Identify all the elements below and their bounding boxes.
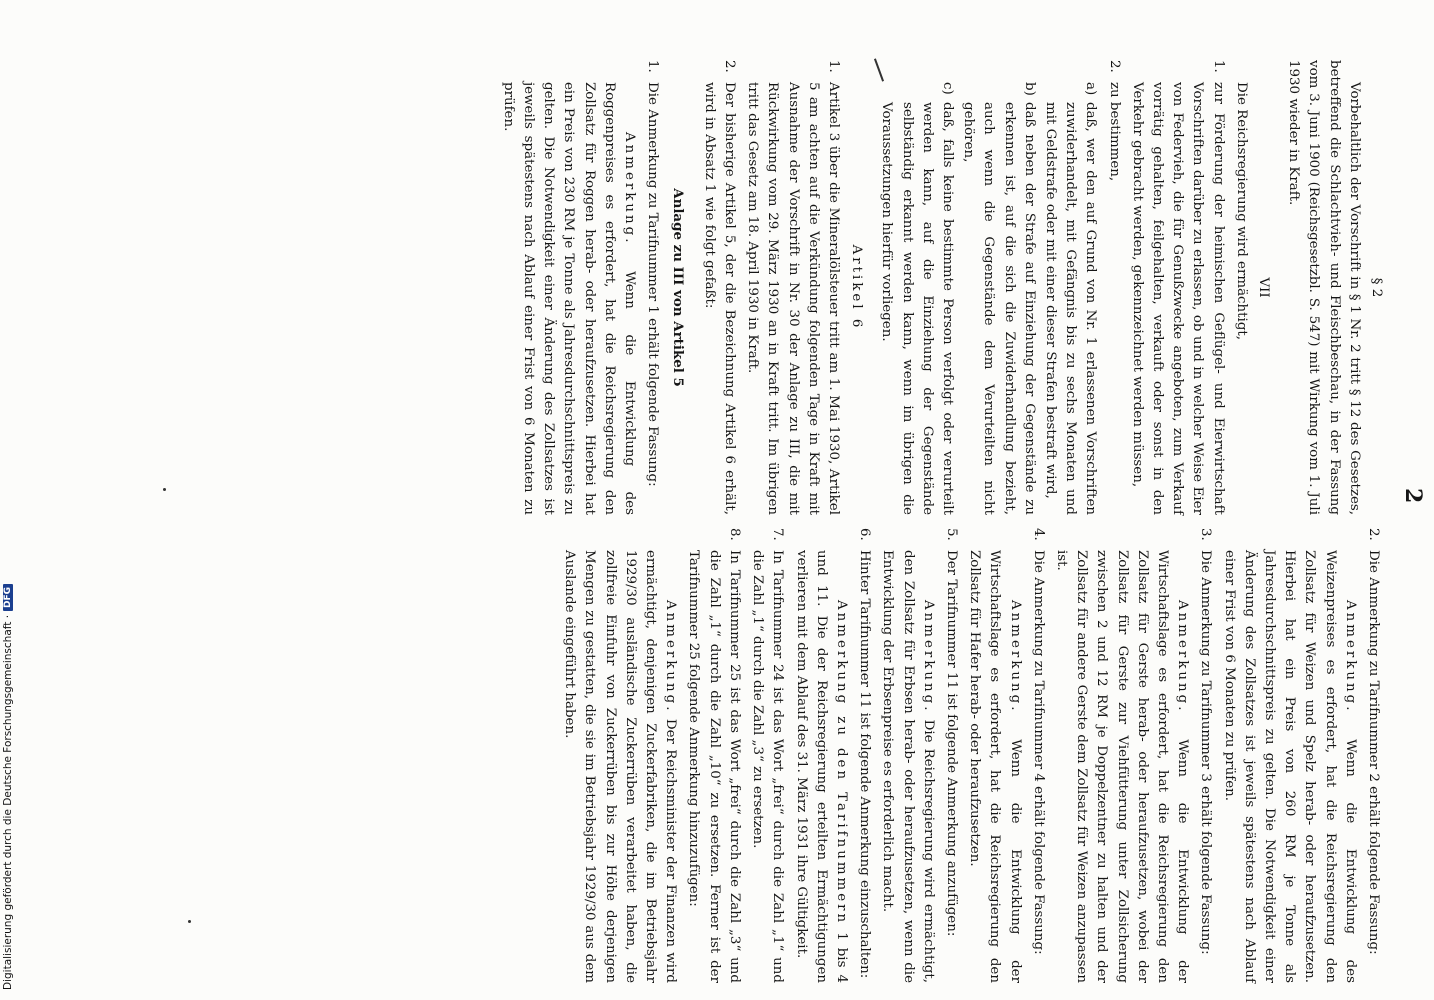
note-label: Anmerkung. [1175, 600, 1191, 714]
tariff-item-4-note [964, 550, 1025, 983]
artikel-6-item-1 [742, 60, 843, 515]
tariff-item-6-note [790, 550, 851, 983]
item-number: 1. [645, 60, 661, 73]
footer-text: Digitalisierung gefördert durch die Deutsche Forschungsgemeinschaft · [2, 614, 14, 990]
tariff-item-2 [1363, 528, 1383, 983]
anlage-heading: Anlage zu III von Artikel 5 [670, 188, 687, 387]
vii-intro: Die Reichsregierung wird ermächtigt, [1233, 82, 1249, 341]
artikel-6-heading: Artikel 6 [849, 244, 865, 331]
dfg-logo: DFG [3, 584, 13, 611]
tariff-item-6 [854, 528, 874, 983]
item-text: In Tarifnummer 24 ist das Wort „frei“ durch die Zahl „1“ und die Zahl „1“ durch die Zahl „3“ zu ersetzen. [750, 550, 786, 983]
tariff-item-5 [941, 528, 961, 983]
note-text: Wenn die Entwicklung der Wirtschaftslage es erfordert, hat die Reichsregierung den Zollsatz für Gerste herab- oder heraufzusetzen, wobei der Zollsatz für Gerste zur Viehfütterung unter Zollsicherung zwischen 2 und 12 RM je Doppelzentner zu halten und der Zollsatz für andere Gerste dem Zollsatz für Weizen anzupassen ist. [1053, 550, 1191, 983]
section-paragraph: Vorbehaltlich der Vorschrift in § 1 Nr. 2 tritt § 12 des Gesetzes, betreffend die Schlachtvieh- und Fleischbeschau, in der Fassung vom 3. Juni 1900 (Reichsgesetzbl. S. 547) mit Wirkung vom 1. Juli 1930 wieder in Kraft. [1286, 60, 1362, 515]
item-number: 6. [857, 528, 873, 541]
item-number: 4. [1030, 528, 1046, 541]
item-number: 3. [1198, 528, 1214, 541]
tariff-item-8-note [559, 550, 680, 983]
note-label: Anmerkung zu den Tarifnummern [833, 600, 849, 926]
note-label: Anmerkung. [1007, 600, 1023, 714]
item-number: 7. [770, 528, 786, 541]
note-label: Anmerkung. [920, 600, 936, 714]
note-text: Wenn die Entwicklung des Roggenpreises es erfordert, hat die Reichsregierung den Zollsatz für Roggen herab- oder heraufzusetzen. Hierbei hat ein Preis von 230 RM je Tonne als Jahresdurchschnittspreis zu gelten. Die Notwendigkeit einer Änderung des Zollsatzes ist jeweils spätestens nach Ablauf einer Frist von 6 Monaten zu prüfen. [500, 82, 638, 515]
item-text: zu bestimmen, [1106, 82, 1122, 182]
vii-sub-a [1040, 82, 1101, 515]
item-number: 5. [943, 528, 959, 541]
vii-heading: VII [1255, 277, 1271, 298]
section-heading: § 2 [1369, 277, 1384, 298]
vii-sub-b [958, 82, 1039, 515]
sub-item-letter: a) [1083, 82, 1099, 96]
item-number: 8. [726, 528, 742, 541]
tariff-item-4 [1028, 528, 1048, 983]
vii-item-2 [1103, 60, 1123, 515]
digitization-footer [2, 584, 14, 990]
tariff-item-3-note [1051, 550, 1192, 983]
scan-speck [188, 920, 191, 923]
sub-item-text: daß, wer den auf Grund von Nr. 1 erlassenen Vorschriften zuwiderhandelt, mit Gefängnis bis zu sechs Monaten und mit Geldstrafe oder mit einer dieser Strafen bestraft wird, [1042, 102, 1099, 515]
tariff-item-2-note [1218, 550, 1359, 983]
item-text: Die Anmerkung zu Tarifnummer 1 erhält folgende Fassung: [645, 82, 661, 487]
item-number: 1. [1210, 60, 1226, 73]
left-text-column [496, 60, 1386, 515]
page-number: 2 [1400, 488, 1426, 504]
item-text: In Tarifnummer 25 ist das Wort „frei“ durch die Zahl „3“ und die Zahl „1“ durch die Zahl „10“ zu ersetzen. Ferner ist der Tarifnummer 25 folgende Anmerkung hinzuzufügen: [686, 550, 742, 983]
item-text: Die Anmerkung zu Tarifnummer 2 erhält folgende Fassung: [1366, 550, 1381, 955]
right-text-column [557, 528, 1386, 983]
item-text: zur Förderung der heimischen Geflügel- und Eierwirtschaft Vorschriften darüber zu erlassen, ob und in welcher Weise Eier von Federvieh, die für Genußzwecke angeboten, zum Verkauf vorrätig gehalten, feilgehalten, verkauft oder sonst in den Verkehr gebracht werden, gekennzeichnet werden müssen, [1129, 82, 1226, 515]
tariff-item-7 [747, 528, 787, 983]
note-label: Anmerkung. [1342, 600, 1358, 714]
item-number: 2. [1106, 60, 1122, 73]
item-text: Der Tarifnummer 11 ist folgende Anmerkung anzufügen: [943, 550, 959, 937]
note-text: Wenn die Entwicklung des Weizenpreises es erfordert, hat die Reichsregierung den Zollsatz für Weizen und Spelz herab- oder heraufzusetzen. Hierbei hat ein Preis von 260 RM je Tonne als Jahresdurchschnittspreis zu gelten. Die Notwendigkeit einer Änderung des Zollsatzes ist jeweils spätestens nach Ablauf einer Frist von 6 Monaten zu prüfen. [1221, 550, 1358, 983]
item-text: Artikel 3 über die Mineralölsteuer tritt am 1. Mai 1930, Artikel 5 am achten auf die Verkündung folgenden Tage in Kraft mit Ausnahme der Vorschrift in Nr. 30 der Anlage zu III, die mit Rückwirkung vom 29. März 1930 an in Kraft tritt. Im übrigen tritt das Gesetz am 18. April 1930 in Kraft. [745, 82, 841, 515]
sub-item-letter: b) [1021, 82, 1037, 96]
vii-sub-c [876, 82, 957, 515]
item-text: Die Anmerkung zu Tarifnummer 4 erhält folgende Fassung: [1030, 550, 1046, 955]
note-text: 1 bis 4 und 11. Die der Reichsregierung erteilten Ermächtigungen verlieren mit dem Ablauf des 31. März 1931 ihre Gültigkeit. [793, 550, 849, 983]
note-text: Der Reichsminister der Finanzen wird ermächtigt, denjenigen Zuckerfabriken, die im Betriebsjahr 1929/30 ausländische Zuckerrüben verarbeitet haben, die zollfreie Einfuhr von Zuckerrüben bis zur Höhe derjenigen Mengen zu gestatten, die sie im Betriebsjahr 1929/30 aus dem Auslande eingeführt haben. [562, 550, 679, 983]
tariff-item-3 [1195, 528, 1215, 983]
sub-item-text: daß, falls keine bestimmte Person verfolgt oder verurteilt werden kann, auf die Einziehung der Gegenstände selbständig erkannt werden kann, wenn im übrigen die Voraussetzungen hierfür vorliegen. [879, 102, 955, 515]
anlage-item-1 [642, 60, 662, 515]
tariff-item-5-note [877, 550, 938, 983]
vii-item-1 [1127, 60, 1228, 515]
item-text: Der bisherige Artikel 5, der die Bezeichnung Artikel 6 erhält, wird in Absatz 1 wie folgt gefaßt: [701, 82, 737, 515]
item-number: 1. [825, 60, 841, 73]
sub-item-text: daß neben der Strafe auf Einziehung der Gegenstände zu erkennen ist, auf die sich die Zuwiderhandlung bezieht, auch wenn die Gegenstände dem Verurteilten nicht gehören, [961, 102, 1037, 515]
artikel-6-item-2 [699, 60, 739, 515]
note-label: Anmerkung. [622, 132, 638, 246]
note-text: Wenn die Entwicklung der Wirtschaftslage es erfordert, hat die Reichsregierung den Zollsatz für Hafer herab- oder heraufzusetzen. [967, 550, 1023, 983]
scan-speck [163, 488, 166, 491]
item-number: 2. [1366, 528, 1381, 541]
anlage-item-1-note [498, 82, 639, 515]
note-label: Anmerkung. [663, 600, 679, 714]
tariff-item-8 [683, 528, 744, 983]
note-text: Die Reichsregierung wird ermächtigt, den Zollsatz für Erbsen herab- oder heraufzusetzen, wenn die Entwicklung der Erbsenpreise es erforderlich macht. [880, 550, 936, 984]
sub-item-letter: c) [939, 82, 955, 95]
item-text: Hinter Tarifnummer 11 ist folgende Anmerkung einzuschalten: [857, 550, 873, 979]
item-number: 2. [721, 60, 737, 73]
item-text: Die Anmerkung zu Tarifnummer 3 erhält folgende Fassung: [1198, 550, 1214, 955]
